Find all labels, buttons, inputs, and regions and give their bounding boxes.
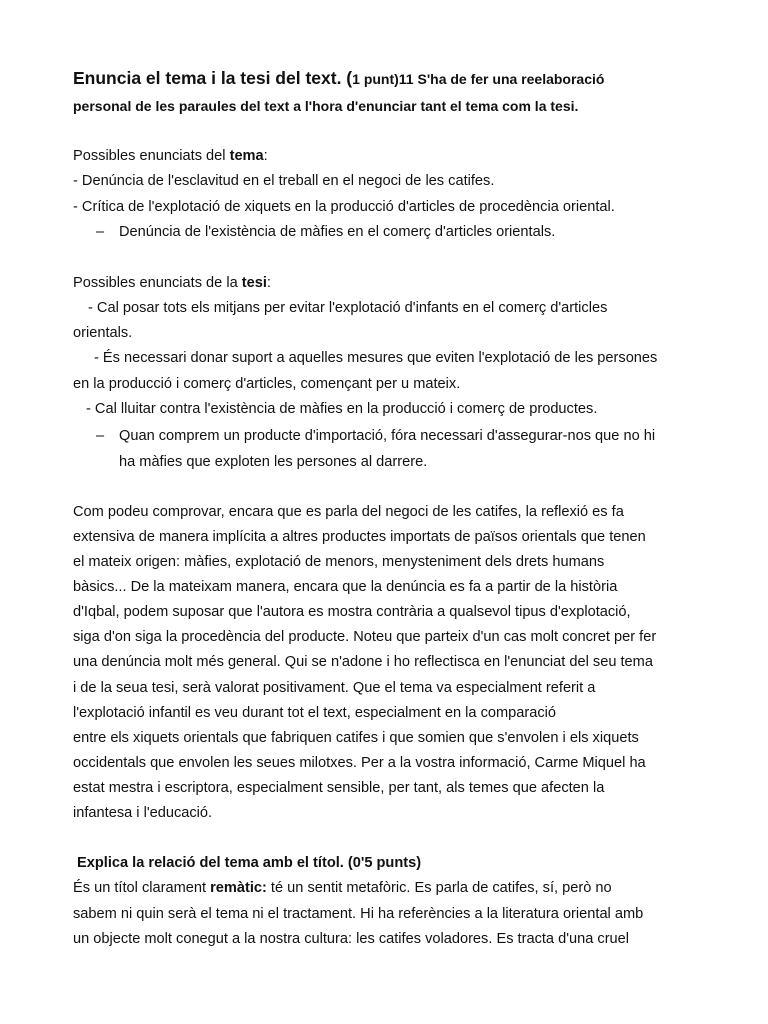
heading-rest: 1 punt)11 S'ha de fer una reelaboració [352,71,605,87]
heading-line2: personal de les paraules del text a l'hora d'enunciar tant el tema com la tesi. [73,98,579,114]
tema-item: - Crítica de l'explotació de xiquets en la producció d'articles de procedència oriental. [73,199,615,215]
paragraph-line: d'Iqbal, podem suposar que l'autora es mostra contrària a qualsevol tipus d'explotació, [73,604,631,620]
tesi-line: orientals. [73,325,133,341]
tesi-line: - Cal posar tots els mitjans per evitar l'explotació d'infants en el comerç d'articles [88,300,608,316]
tesi-line: Quan comprem un producte d'importació, fóra necessari d'assegurar-nos que no hi [119,428,656,444]
tesi-line: en la producció i comerç d'articles, començant per u mateix. [73,376,461,392]
tesi-intro: Possibles enunciats de la tesi: [73,275,271,291]
paragraph2-line: un objecte molt conegut a la nostra cultura: les catifes voladores. Es tracta d'una cruel [73,931,630,947]
tesi-line: ha màfies que exploten les persones al darrere. [119,454,428,470]
heading-paren: ( [341,68,353,88]
paragraph-line: occidentals que envolen les seues milotxes. Per a la vostra informació, Carme Miquel ha [73,755,646,771]
paragraph2-line: És un títol clarament remàtic: té un sentit metafòric. Es parla de catifes, sí, però no [73,880,612,896]
paragraph2-line: sabem ni quin serà el tema ni el tractament. Hi ha referències a la literatura oriental amb [73,906,644,922]
tema-item: Denúncia de l'existència de màfies en el comerç d'articles orientals. [119,224,556,240]
paragraph-line: una denúncia molt més general. Qui se n'adone i ho reflectisca en l'enunciat del seu tema [73,654,653,670]
paragraph-line: Com podeu comprovar, encara que es parla del negoci de les catifes, la reflexió es fa [73,504,624,520]
paragraph-line: bàsics... De la mateixam manera, encara que la denúncia es fa a partir de la història [73,579,618,595]
paragraph-line: l'explotació infantil es veu durant tot el text, especialment en la comparació [73,705,557,721]
paragraph-line: infantesa i l'educació. [73,805,213,821]
tesi-line: - És necessari donar suport a aquelles mesures que eviten l'explotació de les persones [94,350,658,366]
paragraph-line: el mateix origen: màfies, explotació de menors, menysteniment dels drets humans [73,554,605,570]
heading-main: Enuncia el tema i la tesi del text. [73,68,342,88]
heading-explica: Explica la relació del tema amb el títol. (0'5 punts) [77,855,422,871]
paragraph-line: estat mestra i escriptora, especialment sensible, per tant, als temes que afecten la [73,780,605,796]
tesi-line: - Cal lluitar contra l'existència de màfies en la producció i comerç de productes. [86,401,598,417]
paragraph-line: entre els xiquets orientals que fabriquen catifes i que somien que s'envolen i els xiquets [73,730,639,746]
dash-bullet: – [96,224,105,240]
paragraph-line: i de la seua tesi, serà valorat positivament. Que el tema va especialment referit a [73,680,596,696]
paragraph-line: siga d'on siga la procedència del producte. Noteu que parteix d'un cas molt concret per fer [73,629,657,645]
tema-item: - Denúncia de l'esclavitud en el treball en el negoci de les catifes. [73,173,495,189]
tema-intro: Possibles enunciats del tema: [73,148,268,164]
paragraph-line: extensiva de manera implícita a altres productes importats de països orientals que tenen [73,529,646,545]
heading-enuncia [73,68,604,89]
dash-bullet: – [96,428,105,444]
